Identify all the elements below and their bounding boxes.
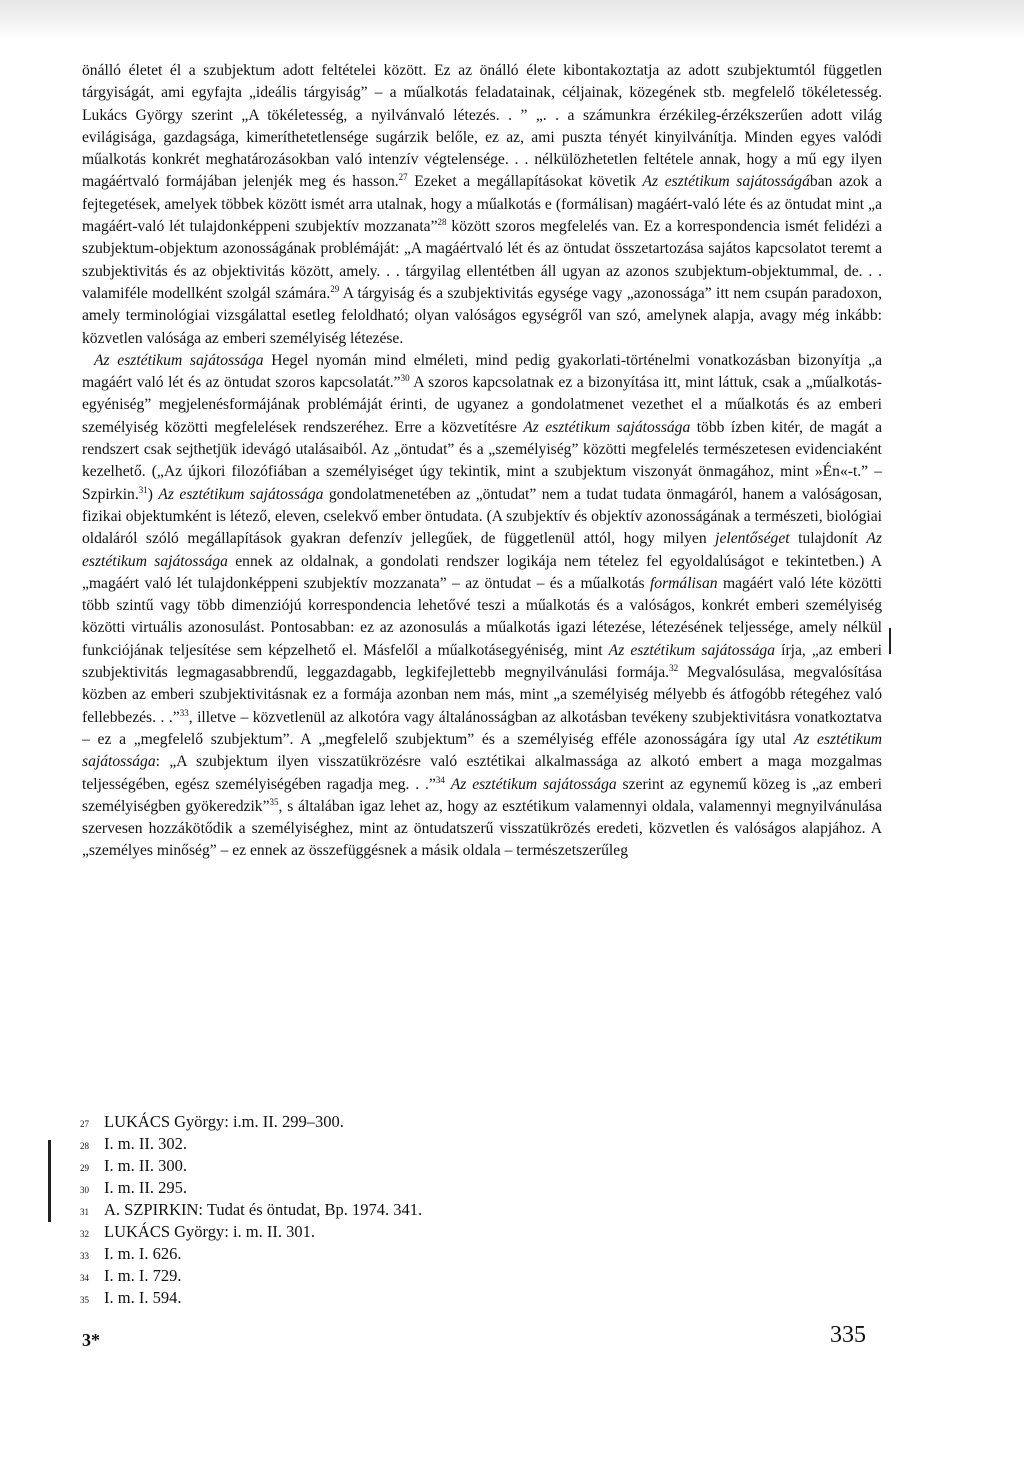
italic-text: jelentőséget [715, 530, 790, 548]
text-run: Ezeket a megállapításokat követik [407, 173, 643, 191]
footnote [80, 1200, 600, 1222]
italic-text: Az esztétikum sajátossága [450, 775, 617, 793]
footnote-number: 29 [80, 1163, 89, 1173]
page-number: 335 [830, 1322, 866, 1348]
text-run: Megvalósulása, megvalósítása közben az emberi szubjektivitásnak ez a formája azonban nem más, mint „a személyiség mélyebb és átfogóbb rétegéhez való fellebbezés. . .” [82, 664, 883, 726]
paragraph [82, 60, 882, 350]
signature-mark: 3* [82, 1330, 100, 1350]
footnotes [80, 1112, 600, 1310]
text-run: gondolatmenetében az „öntudat” nem a tudat tudata önmagáról, hanem a valóságosan, fizikai objektumként is létező, eleven, cselekvő ember öntudata. (A szubjektív és objektív azonosságának a természeti, biológiai oldaláról szóló megállapítások gyakran defenzív jellegűek, de függetlenül attól, hogy milyen [82, 485, 883, 548]
footnote-ref: 34 [435, 774, 445, 785]
footnote-ref: 29 [330, 283, 340, 294]
margin-mark [889, 628, 891, 654]
footnote-ref: 27 [398, 172, 408, 183]
italic-text: Az esztétikum sajátossága [94, 351, 264, 369]
text-run: , illetve – közvetlenül az alkotóra vagy általánosságban az alkotásban tevékeny szubjektivitásra vonatkoztatva – ez a „megfelelő szubjektum”. A „megfelelő szubjektum” és a személyiség efféle azonosságára így utal [82, 708, 882, 748]
footnote-ref: 35 [269, 796, 279, 807]
text-run: A tárgyiság és a szubjektivitás egysége vagy „azonossága” itt nem csupán paradoxon, amely terminológiai vizsgálattal esetleg feloldható; olyan valóságos egységről van szó, amelynek alapja, avagy még inkább: közvetlen valósága az emberi személyiség létezése. [82, 284, 882, 347]
footnote [80, 1222, 600, 1244]
text-run: : „A szubjektum ilyen visszatükrözésre való esztétikai alkalmassága az alkotó embert a maga mozgalmas teljességében, egész személyiségében ragadja meg. . .” [82, 753, 882, 793]
text-run: ban azok a fejtegetések, amelyek többek között ismét arra utalnak, hogy a műalkotás e (formálisan) magáért-való léte és az öntudat mint „a magáért-való lét tulajdonképpeni szubjektív mozzanata” [82, 173, 882, 236]
paragraph [82, 350, 882, 863]
text-run: Hegel nyomán mind elméleti, mind pedig gyakorlati-történelmi vonatkozásban bizonyítja „a magáért való lét és az öntudat szoros kapcsolatát.” [82, 351, 883, 392]
footnote-ref: 33 [179, 707, 189, 718]
footnote-ref: 30 [400, 372, 410, 383]
italic-text: Az esztétikum sajátossága [82, 730, 883, 771]
footnote-number: 32 [80, 1229, 89, 1239]
italic-text: formálisan [649, 574, 718, 592]
footnote-text: I. m. I. 594. [104, 1288, 182, 1307]
text-run: ) [147, 485, 159, 503]
footnote-text: I. m. II. 295. [104, 1178, 187, 1197]
footnote [80, 1244, 600, 1266]
footnote-number: 34 [80, 1273, 89, 1283]
footnote [80, 1134, 600, 1156]
main-text [82, 60, 882, 863]
text-run: szerint az egynemű közeg is „az emberi személyiségben gyökeredzik” [82, 775, 882, 815]
text-run: tulajdonít [789, 530, 867, 548]
scan-shadow [0, 0, 1024, 40]
italic-text: Az esztétikum sajátossága [82, 530, 882, 570]
footnote-text: I. m. II. 302. [104, 1134, 187, 1153]
italic-text: Az esztétikum sajátossága [608, 641, 776, 659]
text-run: önálló életet él a szubjektum adott feltételei között. Ez az önálló élete kibontakoztatja az adott szubjektumtól független tárgyiságát, ami egyfajta „ideális tárgyiság” – a műalkotás feladatainak, céljainak, közegének stb. megfelelő tökéletesség. Lukács György szerint „A tökéletesség, a nyilvánvaló létezés. . ” „. . a számunkra érzékileg-érzékszerűen adott világ evilágisága, gazdagsága, kimeríthetetlensége sugárzik belőle, ez az, ami puszta tényét kinyilvánítja. Minden egyes valódi műalkotás konkrét meghatározásokban való intenzív végtelensége. . . nélkülözhetetlen feltétele annak, hogy a mű egy ilyen magáértvaló formájában jelenjék meg és hasson. [82, 62, 882, 191]
footnote-ref: 28 [437, 216, 447, 227]
text-run: A szoros kapcsolatnak ez a bizonyítása itt, mint láttuk, csak a „műalkotás-egyéniség” megjelenésformájának problémáját érinti, de ugyanez a gondolatmenet vezethet el a műalkotás és az emberi személyiség közötti megfelelések rendszeréhez. Erre a közvetítésre [82, 374, 882, 436]
footnote-text: LUKÁCS György: i. m. II. 301. [104, 1222, 315, 1241]
footnote-number: 33 [80, 1251, 89, 1261]
text-run: ennek az oldalnak, a gondolati rendszer logikája nem tételez fel egyoldalúságot e tekintetben.) A „magáért való lét tulajdonképpeni szubjektív mozzanata” – az öntudat – és a műalkotás [82, 552, 882, 592]
footnote [80, 1266, 600, 1288]
italic-text: Az esztétikum sajátosságá [642, 173, 810, 191]
footnote-number: 31 [80, 1207, 89, 1217]
footnote-text: I. m. I. 626. [104, 1244, 182, 1263]
text-run: között szoros megfelelés van. Ez a korrespondencia ismét felidézi a szubjektum-objektum azonosságának problémáját: „A magáértvaló lét és az öntudat összetartozása sajátos kapcsolatot teremt a szubjektivitás és az objektivitás között, amely. . . tárgyilag ellentétben áll ugyan az azonos szubjektum-objektummal, de. . . valamiféle modellként szolgál számára. [82, 218, 882, 302]
text-run: írja, „az emberi szubjektivitás legmagasabbrendű, leggazdagabb, legkifejlettebb megnyilvánulási formája. [82, 641, 882, 682]
footnote [80, 1178, 600, 1200]
footnote-number: 28 [80, 1141, 89, 1151]
italic-text: Az esztétikum sajátossága [523, 418, 691, 436]
footnote-text: A. SZPIRKIN: Tudat és öntudat, Bp. 1974. 341. [104, 1200, 423, 1219]
footnote-text: LUKÁCS György: i.m. II. 299–300. [104, 1112, 344, 1131]
footnote [80, 1288, 600, 1310]
footnote [80, 1112, 600, 1134]
footnote-number: 35 [80, 1295, 89, 1305]
footnote-text: I. m. II. 300. [104, 1156, 187, 1175]
margin-mark [48, 1140, 51, 1222]
footnote-ref: 32 [669, 662, 679, 673]
italic-text: Az esztétikum sajátossága [158, 485, 324, 503]
footnote-number: 27 [80, 1119, 89, 1129]
footnote-number: 30 [80, 1185, 89, 1195]
footnote-text: I. m. I. 729. [104, 1266, 182, 1285]
text-run: több ízben kitér, de magát a rendszert csak sejthetjük idevágó utalásaiból. Az „öntudat” és a „személyiség” közötti megfelelés természetesen evidenciaként kezelhető. („Az újkori filozófiában a személyiséget úgy tekintik, mint a szubjektum viszonyát önmagához, mint »Én«-t.” – Szpirkin. [82, 418, 882, 503]
footnote [80, 1156, 600, 1178]
text-run: magáért való léte közötti több szintű vagy több dimenziójú korrespondencia lehetővé teszi a műalkotás és a valóságos, konkrét emberi személyiség közötti virtuális azonosulást. Pontosabban: ez az azonosulás a műalkotás igazi létezése, létezésének teljessége, amely nélkül funkciójának teljesítése sem képzelhető el. Másfelől a műalkotásegyéniség, mint [82, 574, 882, 659]
text-run: , s általában igaz lehet az, hogy az esztétikum valamennyi oldala, valamennyi megnyilvánulása szervesen hozzákötődik a személyiséghez, mint az öntudatszerű visszatükrözés eredeti, közvetlen és valóságos alapjához. A „személyes minőség” – ez ennek az összefüggésnek a másik oldala – természetszerűleg [82, 797, 882, 860]
footnote-ref: 31 [138, 484, 148, 495]
